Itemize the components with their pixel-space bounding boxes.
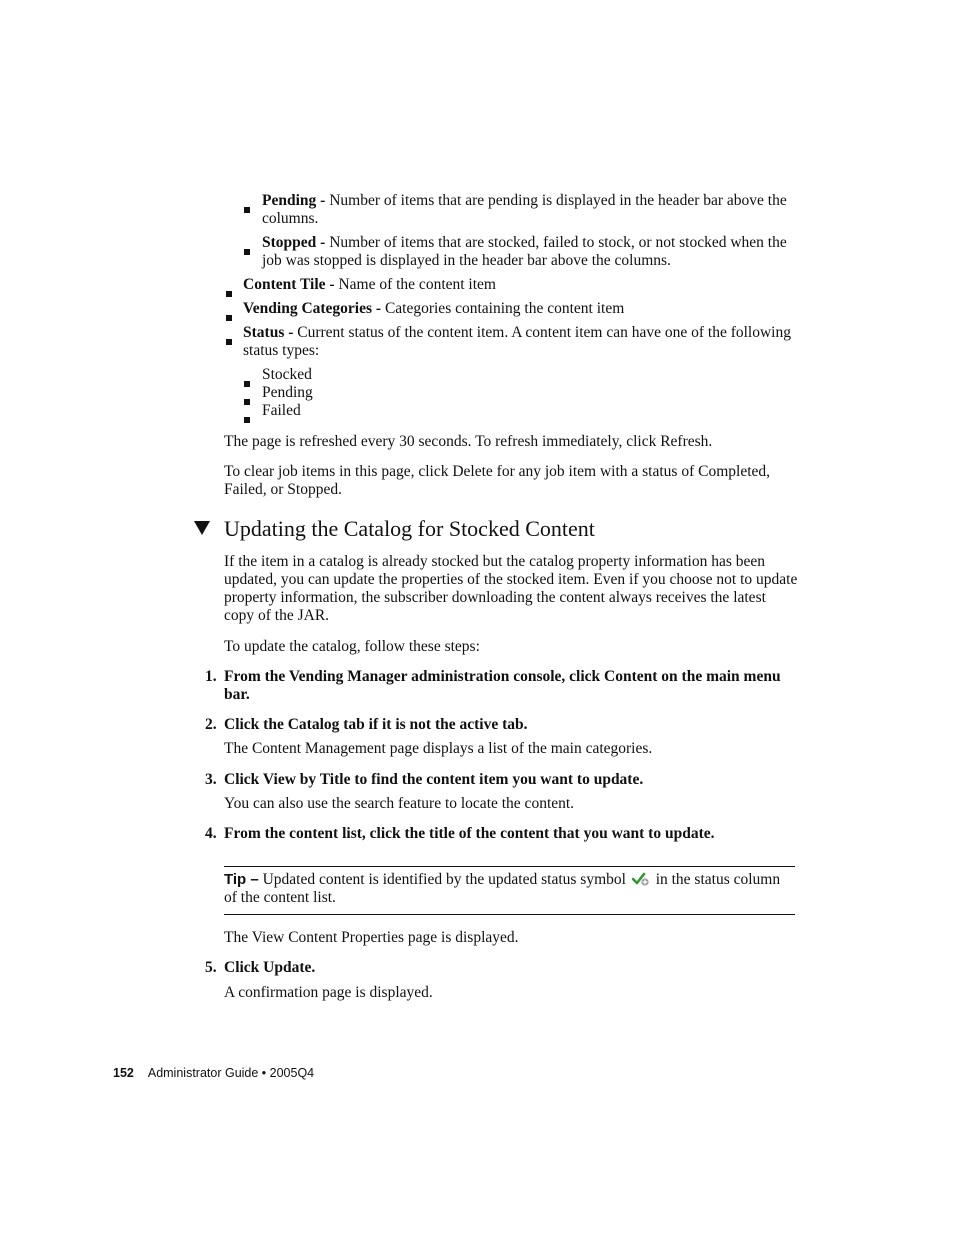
step-result: A confirmation page is displayed. <box>224 984 433 1001</box>
bullet-icon <box>226 339 232 345</box>
clear-paragraph: To clear job items in this page, click Delete for any job item with a status of Completed, Failed, or Stopped. <box>224 463 771 498</box>
updated-status-icon <box>632 872 650 886</box>
tip-bottom-rule <box>224 914 795 915</box>
bullet-icon <box>244 207 250 213</box>
step-number: 1. <box>205 668 217 685</box>
section-title: Updating the Catalog for Stocked Content <box>224 516 595 541</box>
tip-text-before: Updated content is identified by the updated status symbol <box>262 871 626 888</box>
bullet-icon <box>244 249 250 255</box>
page-number: 152 <box>113 1066 134 1080</box>
step-number: 4. <box>205 825 217 842</box>
page-footer <box>113 1064 314 1082</box>
bullet-icon <box>244 381 250 387</box>
list-item-vending-categories: Vending Categories - Categories containing the content item <box>243 300 625 317</box>
bullet-icon <box>226 291 232 297</box>
tip-text-after: in the status column of the content list. <box>224 871 781 906</box>
tip-note <box>224 871 796 907</box>
step-result: The View Content Properties page is displayed. <box>224 929 519 946</box>
bullet-icon <box>226 315 232 321</box>
step-text: Click Update. <box>224 959 316 976</box>
bullet-icon <box>244 399 250 405</box>
list-item-content-tile: Content Tile - Name of the content item <box>243 276 496 293</box>
step-text: From the Vending Manager administration console, click Content on the main menu bar. <box>224 668 781 703</box>
step-number: 3. <box>205 771 217 788</box>
status-type-failed: Failed <box>262 402 301 419</box>
section-triangle-icon <box>194 521 210 535</box>
list-item-pending: Pending - Number of items that are pending is displayed in the header bar above the columns. <box>262 192 787 227</box>
bullet-icon <box>244 417 250 423</box>
status-type-pending: Pending <box>262 384 313 401</box>
section-intro: If the item in a catalog is already stocked but the catalog property information has been updated, you can update the properties of the stocked item. Even if you choose not to update property information, the subscriber downloading the content always receives the latest copy of the JAR. <box>224 553 798 624</box>
status-type-stocked: Stocked <box>262 366 312 383</box>
tip-label: Tip – <box>224 871 259 888</box>
step-text: From the content list, click the title of the content that you want to update. <box>224 825 715 842</box>
step-result: You can also use the search feature to locate the content. <box>224 795 575 812</box>
step-number: 2. <box>205 716 217 733</box>
list-item-status: Status - Current status of the content item. A content item can have one of the following status types: <box>243 324 791 359</box>
refresh-paragraph: The page is refreshed every 30 seconds. To refresh immediately, click Refresh. <box>224 433 713 450</box>
step-number: 5. <box>205 959 217 976</box>
footer-title: Administrator Guide • 2005Q4 <box>147 1066 315 1080</box>
step-text: Click View by Title to find the content item you want to update. <box>224 771 644 788</box>
section-lead: To update the catalog, follow these steps: <box>224 638 480 655</box>
step-result: The Content Management page displays a list of the main categories. <box>224 740 653 757</box>
step-text: Click the Catalog tab if it is not the active tab. <box>224 716 528 733</box>
tip-top-rule <box>224 866 795 867</box>
list-item-stopped: Stopped - Number of items that are stocked, failed to stock, or not stocked when the job was stopped is displayed in the header bar above the columns. <box>262 234 787 269</box>
